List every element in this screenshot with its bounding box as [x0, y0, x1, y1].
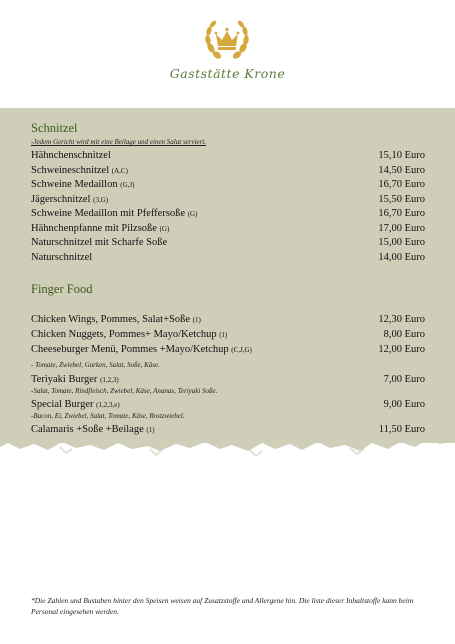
item-name: Jägerschnitzel [31, 194, 91, 205]
menu-item [31, 343, 425, 357]
item-name: Chicken Wings, Pommes, Salat+Soße [31, 314, 191, 325]
item-price: 8,00 Euro [383, 329, 425, 340]
item-price: 7,00 Euro [383, 374, 425, 385]
schnitzel-note: -Jedem Gericht wird mit eine Beilage und einen Salat serviert. [31, 138, 207, 146]
menu-header [0, 0, 455, 108]
item-name: Schweine Medaillon mit Pfeffersoße [31, 208, 186, 219]
menu-item [31, 193, 425, 207]
item-name: Hähnchenpfanne mit Pilzsoße [31, 223, 157, 234]
menu-item [31, 222, 425, 236]
item-price: 12,30 Euro [378, 314, 425, 325]
item-price: 17,00 Euro [378, 223, 425, 234]
item-name: Hähnchenschnitzel [31, 150, 111, 161]
item-codes: (1,2,3,e) [96, 401, 120, 409]
item-codes: (1) [219, 331, 228, 339]
teriyaki-ingredients: -Salat, Tomate, Rindfleisch, Zwiebel, Käse, Ananas, Teriyaki Soße. [31, 387, 218, 395]
menu-item [31, 149, 425, 163]
item-name: Chicken Nuggets, Pommes+ Mayo/Ketchup [31, 329, 217, 340]
item-price: 16,70 Euro [378, 208, 425, 219]
item-price: 11,50 Euro [378, 424, 425, 435]
item-codes: (G,J) [120, 181, 135, 189]
menu-item [31, 178, 425, 192]
brand-name: Gaststätte Krone [169, 66, 286, 81]
item-codes: (1,2,3) [100, 376, 119, 384]
item-name: Teriyaki Burger [31, 374, 98, 385]
item-codes: (G) [159, 225, 170, 233]
section-title-schnitzel: Schnitzel [31, 121, 78, 135]
section-title-finger-food: Finger Food [31, 282, 93, 296]
item-codes: (1) [146, 426, 155, 434]
item-name: Calamaris +Soße +Beilage [31, 424, 144, 435]
menu-item [31, 398, 425, 412]
special-burger-ingredients: -Bacon, Ei, Zwiebel, Salat, Tomate, Käse, Rostzwiebel. [31, 412, 185, 420]
item-price: 12,00 Euro [378, 344, 425, 355]
item-price: 15,10 Euro [378, 150, 425, 161]
item-price: 15,00 Euro [378, 237, 425, 248]
item-name: Naturschnitzel mit Scharfe Soße [31, 237, 168, 248]
menu-item [31, 423, 425, 437]
menu-item [31, 328, 425, 342]
item-codes: (A,C) [111, 167, 128, 175]
item-codes: (3,G) [93, 196, 109, 204]
item-codes: (G) [187, 210, 198, 218]
item-codes: (C,J,G) [231, 346, 252, 354]
item-codes: (1) [192, 316, 201, 324]
item-name: Special Burger [31, 399, 94, 410]
allergen-footnote: *Die Zahlen und Bustaben hinter den Speisen weisen auf Zusatzstoffe und Allergene hin. Die liste dieser Inhaltstoffe kann beim Personal eingesehen werden. [31, 596, 414, 616]
menu-item [31, 236, 425, 250]
item-price: 14,00 Euro [378, 252, 425, 263]
item-name: Cheeseburger Menü, Pommes +Mayo/Ketchup [31, 344, 229, 355]
item-price: 14,50 Euro [378, 165, 425, 176]
item-price: 16,70 Euro [378, 179, 425, 190]
menu-item [31, 373, 425, 387]
cheeseburger-ingredients: - Tomate, Zwiebel, Gurken, Salat, Soße, Käse. [31, 361, 160, 369]
menu-item [31, 251, 425, 265]
item-price: 15,50 Euro [378, 194, 425, 205]
item-name: Schweine Medaillon [31, 179, 118, 190]
item-price: 9,00 Euro [383, 399, 425, 410]
menu-item [31, 207, 425, 221]
item-name: Naturschnitzel [31, 252, 93, 263]
crown-laurel-wreath-icon [201, 16, 253, 64]
item-name: Schweineschnitzel [31, 165, 110, 176]
menu-item [31, 164, 425, 178]
menu-item [31, 313, 425, 327]
